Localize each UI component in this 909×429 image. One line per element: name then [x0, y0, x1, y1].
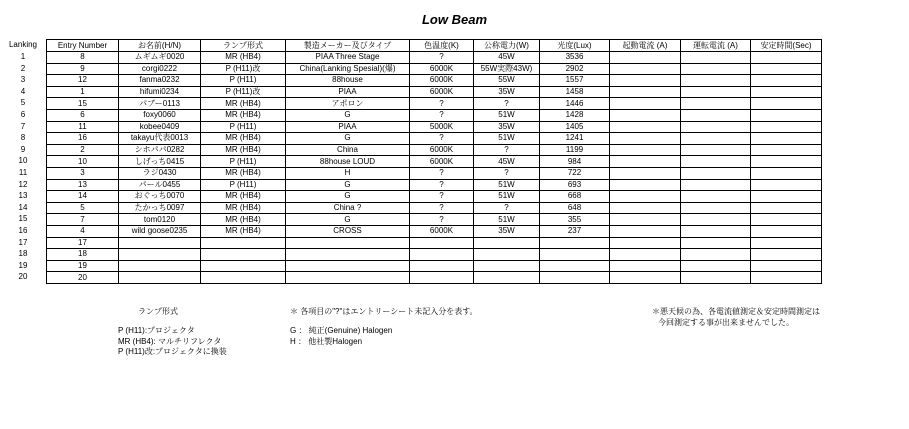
name-cell: fanma0232 — [119, 75, 201, 87]
run-current-cell — [681, 144, 751, 156]
table-row — [47, 86, 822, 98]
run-current-cell — [681, 86, 751, 98]
ranking-cell: 16 — [18, 225, 28, 235]
lux-cell — [540, 272, 610, 284]
entry-number-cell: 2 — [47, 144, 119, 156]
ranking-cell: 10 — [18, 156, 28, 166]
weather-note-line: ＊悪天候の為、各電流値測定＆安定時間測定は — [652, 307, 820, 316]
stable-time-cell — [751, 191, 822, 203]
column-header: 公称電力(W) — [474, 40, 540, 52]
run-current-cell — [681, 109, 751, 121]
maker-legend-line: H ： 他社製Halogen — [290, 336, 363, 346]
entry-number-cell: 12 — [47, 75, 119, 87]
entry-number-cell: 17 — [47, 237, 119, 249]
stable-time-cell — [751, 75, 822, 87]
lux-cell: 984 — [540, 156, 610, 168]
lux-cell: 237 — [540, 225, 610, 237]
column-header: お名前(H/N) — [119, 40, 201, 52]
name-cell — [119, 260, 201, 272]
name-cell — [119, 272, 201, 284]
start-current-cell — [610, 237, 681, 249]
entry-number-cell: 18 — [47, 249, 119, 261]
page-title: Low Beam — [421, 12, 487, 27]
entry-number-cell: 15 — [47, 98, 119, 110]
lamp-type-cell — [201, 237, 286, 249]
name-cell: おぐっち0070 — [119, 191, 201, 203]
lamp-type-cell: P (H11) — [201, 156, 286, 168]
lamp-type-cell: MR (HB4) — [201, 144, 286, 156]
lux-cell: 668 — [540, 191, 610, 203]
run-current-cell — [681, 63, 751, 75]
question-mark-note: ＊ 各項目の"?"はエントリーシート未記入分を表す。 — [290, 307, 478, 316]
power-cell: ? — [474, 167, 540, 179]
table-row — [47, 121, 822, 133]
stable-time-cell — [751, 225, 822, 237]
name-cell: たかっち0097 — [119, 202, 201, 214]
ranking-column — [2, 39, 44, 283]
power-cell: 51W — [474, 133, 540, 145]
color-temp-cell: 6000K — [410, 144, 474, 156]
entry-number-cell: 20 — [47, 272, 119, 284]
table-row — [47, 144, 822, 156]
column-header: Entry Number — [47, 40, 119, 52]
table-row — [47, 214, 822, 226]
lamp-type-cell: MR (HB4) — [201, 214, 286, 226]
power-cell: ? — [474, 202, 540, 214]
lamp-legend-heading: ランプ形式 — [138, 307, 178, 316]
run-current-cell — [681, 98, 751, 110]
maker-type-cell: G — [286, 109, 410, 121]
ranking-cell: 18 — [18, 249, 28, 259]
maker-type-cell: G — [286, 214, 410, 226]
low-beam-results-table — [46, 39, 822, 284]
maker-type-cell: PIAA — [286, 86, 410, 98]
color-temp-cell: 6000K — [410, 75, 474, 87]
maker-type-cell — [286, 272, 410, 284]
stable-time-cell — [751, 109, 822, 121]
maker-type-cell: China ? — [286, 202, 410, 214]
lux-cell: 1405 — [540, 121, 610, 133]
lamp-type-cell — [201, 249, 286, 261]
stable-time-cell — [751, 272, 822, 284]
run-current-cell — [681, 225, 751, 237]
column-header: 安定時間(Sec) — [751, 40, 822, 52]
maker-type-cell: アポロン — [286, 98, 410, 110]
color-temp-cell: ? — [410, 179, 474, 191]
entry-number-cell: 5 — [47, 202, 119, 214]
color-temp-cell: 6000K — [410, 156, 474, 168]
maker-legend — [290, 326, 392, 347]
start-current-cell — [610, 272, 681, 284]
table-row — [47, 260, 822, 272]
lamp-type-cell: P (H11) — [201, 121, 286, 133]
name-cell: tom0120 — [119, 214, 201, 226]
entry-number-cell: 14 — [47, 191, 119, 203]
column-header: ランプ形式 — [201, 40, 286, 52]
ranking-cell: 5 — [20, 98, 26, 108]
start-current-cell — [610, 75, 681, 87]
run-current-cell — [681, 52, 751, 64]
maker-type-cell: PIAA — [286, 121, 410, 133]
run-current-cell — [681, 237, 751, 249]
power-cell: 51W — [474, 214, 540, 226]
stable-time-cell — [751, 52, 822, 64]
color-temp-cell: ? — [410, 167, 474, 179]
power-cell — [474, 260, 540, 272]
power-cell: ? — [474, 144, 540, 156]
stable-time-cell — [751, 202, 822, 214]
name-cell: シホパパ0282 — [119, 144, 201, 156]
maker-type-cell: PIAA Three Stage — [286, 52, 410, 64]
maker-type-cell: G — [286, 133, 410, 145]
ranking-cell: 3 — [20, 75, 26, 85]
name-cell: パブー0113 — [119, 98, 201, 110]
ranking-cell: 7 — [20, 121, 26, 131]
stable-time-cell — [751, 63, 822, 75]
color-temp-cell — [410, 249, 474, 261]
ranking-header: Lanking — [8, 40, 38, 49]
lux-cell — [540, 249, 610, 261]
run-current-cell — [681, 202, 751, 214]
maker-type-cell: China — [286, 144, 410, 156]
run-current-cell — [681, 249, 751, 261]
entry-number-cell: 4 — [47, 225, 119, 237]
name-cell: foxy0060 — [119, 109, 201, 121]
stable-time-cell — [751, 133, 822, 145]
power-cell: 45W — [474, 52, 540, 64]
run-current-cell — [681, 191, 751, 203]
power-cell: 51W — [474, 191, 540, 203]
lux-cell: 1446 — [540, 98, 610, 110]
lux-cell: 1458 — [540, 86, 610, 98]
color-temp-cell: 6000K — [410, 225, 474, 237]
lux-cell: 1428 — [540, 109, 610, 121]
ranking-cell: 15 — [18, 214, 28, 224]
lamp-type-cell: P (H11) — [201, 179, 286, 191]
entry-number-cell: 11 — [47, 121, 119, 133]
entry-number-cell: 3 — [47, 167, 119, 179]
stable-time-cell — [751, 86, 822, 98]
name-cell: corgi0222 — [119, 63, 201, 75]
table-row — [47, 98, 822, 110]
entry-number-cell: 6 — [47, 109, 119, 121]
run-current-cell — [681, 214, 751, 226]
lux-cell: 3536 — [540, 52, 610, 64]
ranking-cell: 9 — [20, 144, 26, 154]
start-current-cell — [610, 156, 681, 168]
run-current-cell — [681, 75, 751, 87]
table-row — [47, 52, 822, 64]
maker-type-cell: 88house LOUD — [286, 156, 410, 168]
lamp-type-cell: MR (HB4) — [201, 98, 286, 110]
table-header-row — [47, 40, 822, 52]
power-cell: 35W — [474, 86, 540, 98]
maker-type-cell: G — [286, 179, 410, 191]
ranking-cell: 2 — [20, 63, 26, 73]
start-current-cell — [610, 179, 681, 191]
entry-number-cell: 1 — [47, 86, 119, 98]
lamp-legend-line: P (H11):プロジェクタ — [118, 326, 195, 335]
column-header: 光度(Lux) — [540, 40, 610, 52]
lamp-legend-line: MR (HB4): マルチリフレクタ — [118, 336, 222, 346]
start-current-cell — [610, 86, 681, 98]
start-current-cell — [610, 260, 681, 272]
name-cell — [119, 249, 201, 261]
table-row — [47, 133, 822, 145]
start-current-cell — [610, 121, 681, 133]
ranking-cell: 1 — [20, 52, 26, 61]
column-header: 起動電流 (A) — [610, 40, 681, 52]
stable-time-cell — [751, 214, 822, 226]
maker-type-cell — [286, 260, 410, 272]
ranking-cell: 17 — [18, 237, 28, 247]
ranking-cell: 14 — [18, 202, 28, 212]
color-temp-cell: ? — [410, 109, 474, 121]
name-cell: kobee0409 — [119, 121, 201, 133]
ranking-cell: 6 — [20, 109, 26, 119]
stable-time-cell — [751, 167, 822, 179]
entry-number-cell: 13 — [47, 179, 119, 191]
color-temp-cell: 6000K — [410, 63, 474, 75]
table-row — [47, 75, 822, 87]
color-temp-cell: ? — [410, 98, 474, 110]
stable-time-cell — [751, 144, 822, 156]
power-cell: 55W実際43W) — [474, 63, 540, 75]
maker-type-cell: H — [286, 167, 410, 179]
run-current-cell — [681, 260, 751, 272]
lamp-legend-line: P (H11)改:プロジェクタに換装 — [118, 347, 227, 356]
stable-time-cell — [751, 121, 822, 133]
power-cell — [474, 249, 540, 261]
entry-number-cell: 16 — [47, 133, 119, 145]
start-current-cell — [610, 144, 681, 156]
lamp-type-cell: MR (HB4) — [201, 109, 286, 121]
table-row — [47, 156, 822, 168]
start-current-cell — [610, 191, 681, 203]
table-row — [47, 167, 822, 179]
start-current-cell — [610, 214, 681, 226]
power-cell: 35W — [474, 225, 540, 237]
column-header: 色温度(K) — [410, 40, 474, 52]
power-cell: ? — [474, 98, 540, 110]
lamp-type-cell: MR (HB4) — [201, 167, 286, 179]
ranking-cell: 8 — [20, 133, 26, 143]
color-temp-cell: 6000K — [410, 86, 474, 98]
table-row — [47, 63, 822, 75]
maker-type-cell: China(Lanking Spesial)(爆) — [286, 63, 410, 75]
lamp-type-cell — [201, 260, 286, 272]
stable-time-cell — [751, 156, 822, 168]
lux-cell — [540, 237, 610, 249]
lux-cell: 693 — [540, 179, 610, 191]
start-current-cell — [610, 63, 681, 75]
power-cell — [474, 237, 540, 249]
entry-number-cell: 9 — [47, 63, 119, 75]
color-temp-cell — [410, 272, 474, 284]
run-current-cell — [681, 272, 751, 284]
lamp-type-cell: MR (HB4) — [201, 52, 286, 64]
stable-time-cell — [751, 98, 822, 110]
stable-time-cell — [751, 260, 822, 272]
ranking-cell: 4 — [20, 86, 26, 96]
entry-number-cell: 7 — [47, 214, 119, 226]
maker-legend-line: G ： 純正(Genuine) Halogen — [290, 326, 393, 335]
lamp-type-cell: MR (HB4) — [201, 225, 286, 237]
maker-type-cell — [286, 249, 410, 261]
stable-time-cell — [751, 179, 822, 191]
lamp-type-legend — [138, 307, 178, 318]
power-cell: 51W — [474, 179, 540, 191]
start-current-cell — [610, 52, 681, 64]
power-cell — [474, 272, 540, 284]
name-cell: しげっち0415 — [119, 156, 201, 168]
lamp-type-cell — [201, 272, 286, 284]
ranking-cell: 20 — [18, 272, 28, 282]
color-temp-cell: ? — [410, 52, 474, 64]
ranking-cell: 19 — [18, 260, 28, 270]
table-row — [47, 109, 822, 121]
name-cell — [119, 237, 201, 249]
ranking-cell: 11 — [18, 167, 28, 177]
lux-cell: 2902 — [540, 63, 610, 75]
lamp-type-cell: MR (HB4) — [201, 191, 286, 203]
run-current-cell — [681, 121, 751, 133]
entry-number-cell: 10 — [47, 156, 119, 168]
lux-cell — [540, 260, 610, 272]
table-row — [47, 225, 822, 237]
name-cell: ラジ0430 — [119, 167, 201, 179]
color-temp-cell: ? — [410, 214, 474, 226]
stable-time-cell — [751, 249, 822, 261]
column-header: 製造メーカー及びタイプ — [286, 40, 410, 52]
color-temp-cell — [410, 260, 474, 272]
run-current-cell — [681, 179, 751, 191]
start-current-cell — [610, 98, 681, 110]
table-row — [47, 249, 822, 261]
maker-type-cell — [286, 237, 410, 249]
entry-number-cell: 8 — [47, 52, 119, 64]
color-temp-cell — [410, 237, 474, 249]
lux-cell: 1241 — [540, 133, 610, 145]
lux-cell: 1557 — [540, 75, 610, 87]
ranking-cell: 13 — [18, 191, 28, 201]
column-header: 運転電流 (A) — [681, 40, 751, 52]
maker-type-cell: CROSS — [286, 225, 410, 237]
run-current-cell — [681, 167, 751, 179]
name-cell: takayu代表0013 — [119, 133, 201, 145]
lamp-type-legend-lines — [118, 326, 227, 358]
name-cell: hifumi0234 — [119, 86, 201, 98]
lamp-type-cell: P (H11) — [201, 75, 286, 87]
power-cell: 35W — [474, 121, 540, 133]
ranking-cell: 12 — [18, 179, 28, 189]
power-cell: 51W — [474, 109, 540, 121]
run-current-cell — [681, 133, 751, 145]
lamp-type-cell: P (H11)改 — [201, 86, 286, 98]
lamp-type-cell: MR (HB4) — [201, 133, 286, 145]
table-row — [47, 272, 822, 284]
start-current-cell — [610, 133, 681, 145]
table-row — [47, 179, 822, 191]
color-temp-cell: ? — [410, 202, 474, 214]
weather-note-line: 今回測定する事が出来ませんでした。 — [658, 317, 794, 327]
table-row — [47, 202, 822, 214]
weather-note — [652, 307, 820, 328]
color-temp-cell: ? — [410, 133, 474, 145]
start-current-cell — [610, 249, 681, 261]
start-current-cell — [610, 202, 681, 214]
table-row — [47, 237, 822, 249]
start-current-cell — [610, 109, 681, 121]
color-temp-cell: ? — [410, 191, 474, 203]
color-temp-cell: 5000K — [410, 121, 474, 133]
stable-time-cell — [751, 237, 822, 249]
name-cell: パール0455 — [119, 179, 201, 191]
lux-cell: 355 — [540, 214, 610, 226]
maker-type-cell: G — [286, 191, 410, 203]
name-cell: ムギムギ0020 — [119, 52, 201, 64]
lux-cell: 722 — [540, 167, 610, 179]
power-cell: 55W — [474, 75, 540, 87]
table-row — [47, 191, 822, 203]
lamp-type-cell: MR (HB4) — [201, 202, 286, 214]
entry-number-cell: 19 — [47, 260, 119, 272]
start-current-cell — [610, 225, 681, 237]
lux-cell: 648 — [540, 202, 610, 214]
power-cell: 45W — [474, 156, 540, 168]
run-current-cell — [681, 156, 751, 168]
lamp-type-cell: P (H11)改 — [201, 63, 286, 75]
lux-cell: 1199 — [540, 144, 610, 156]
name-cell: wild goose0235 — [119, 225, 201, 237]
start-current-cell — [610, 167, 681, 179]
maker-type-cell: 88house — [286, 75, 410, 87]
